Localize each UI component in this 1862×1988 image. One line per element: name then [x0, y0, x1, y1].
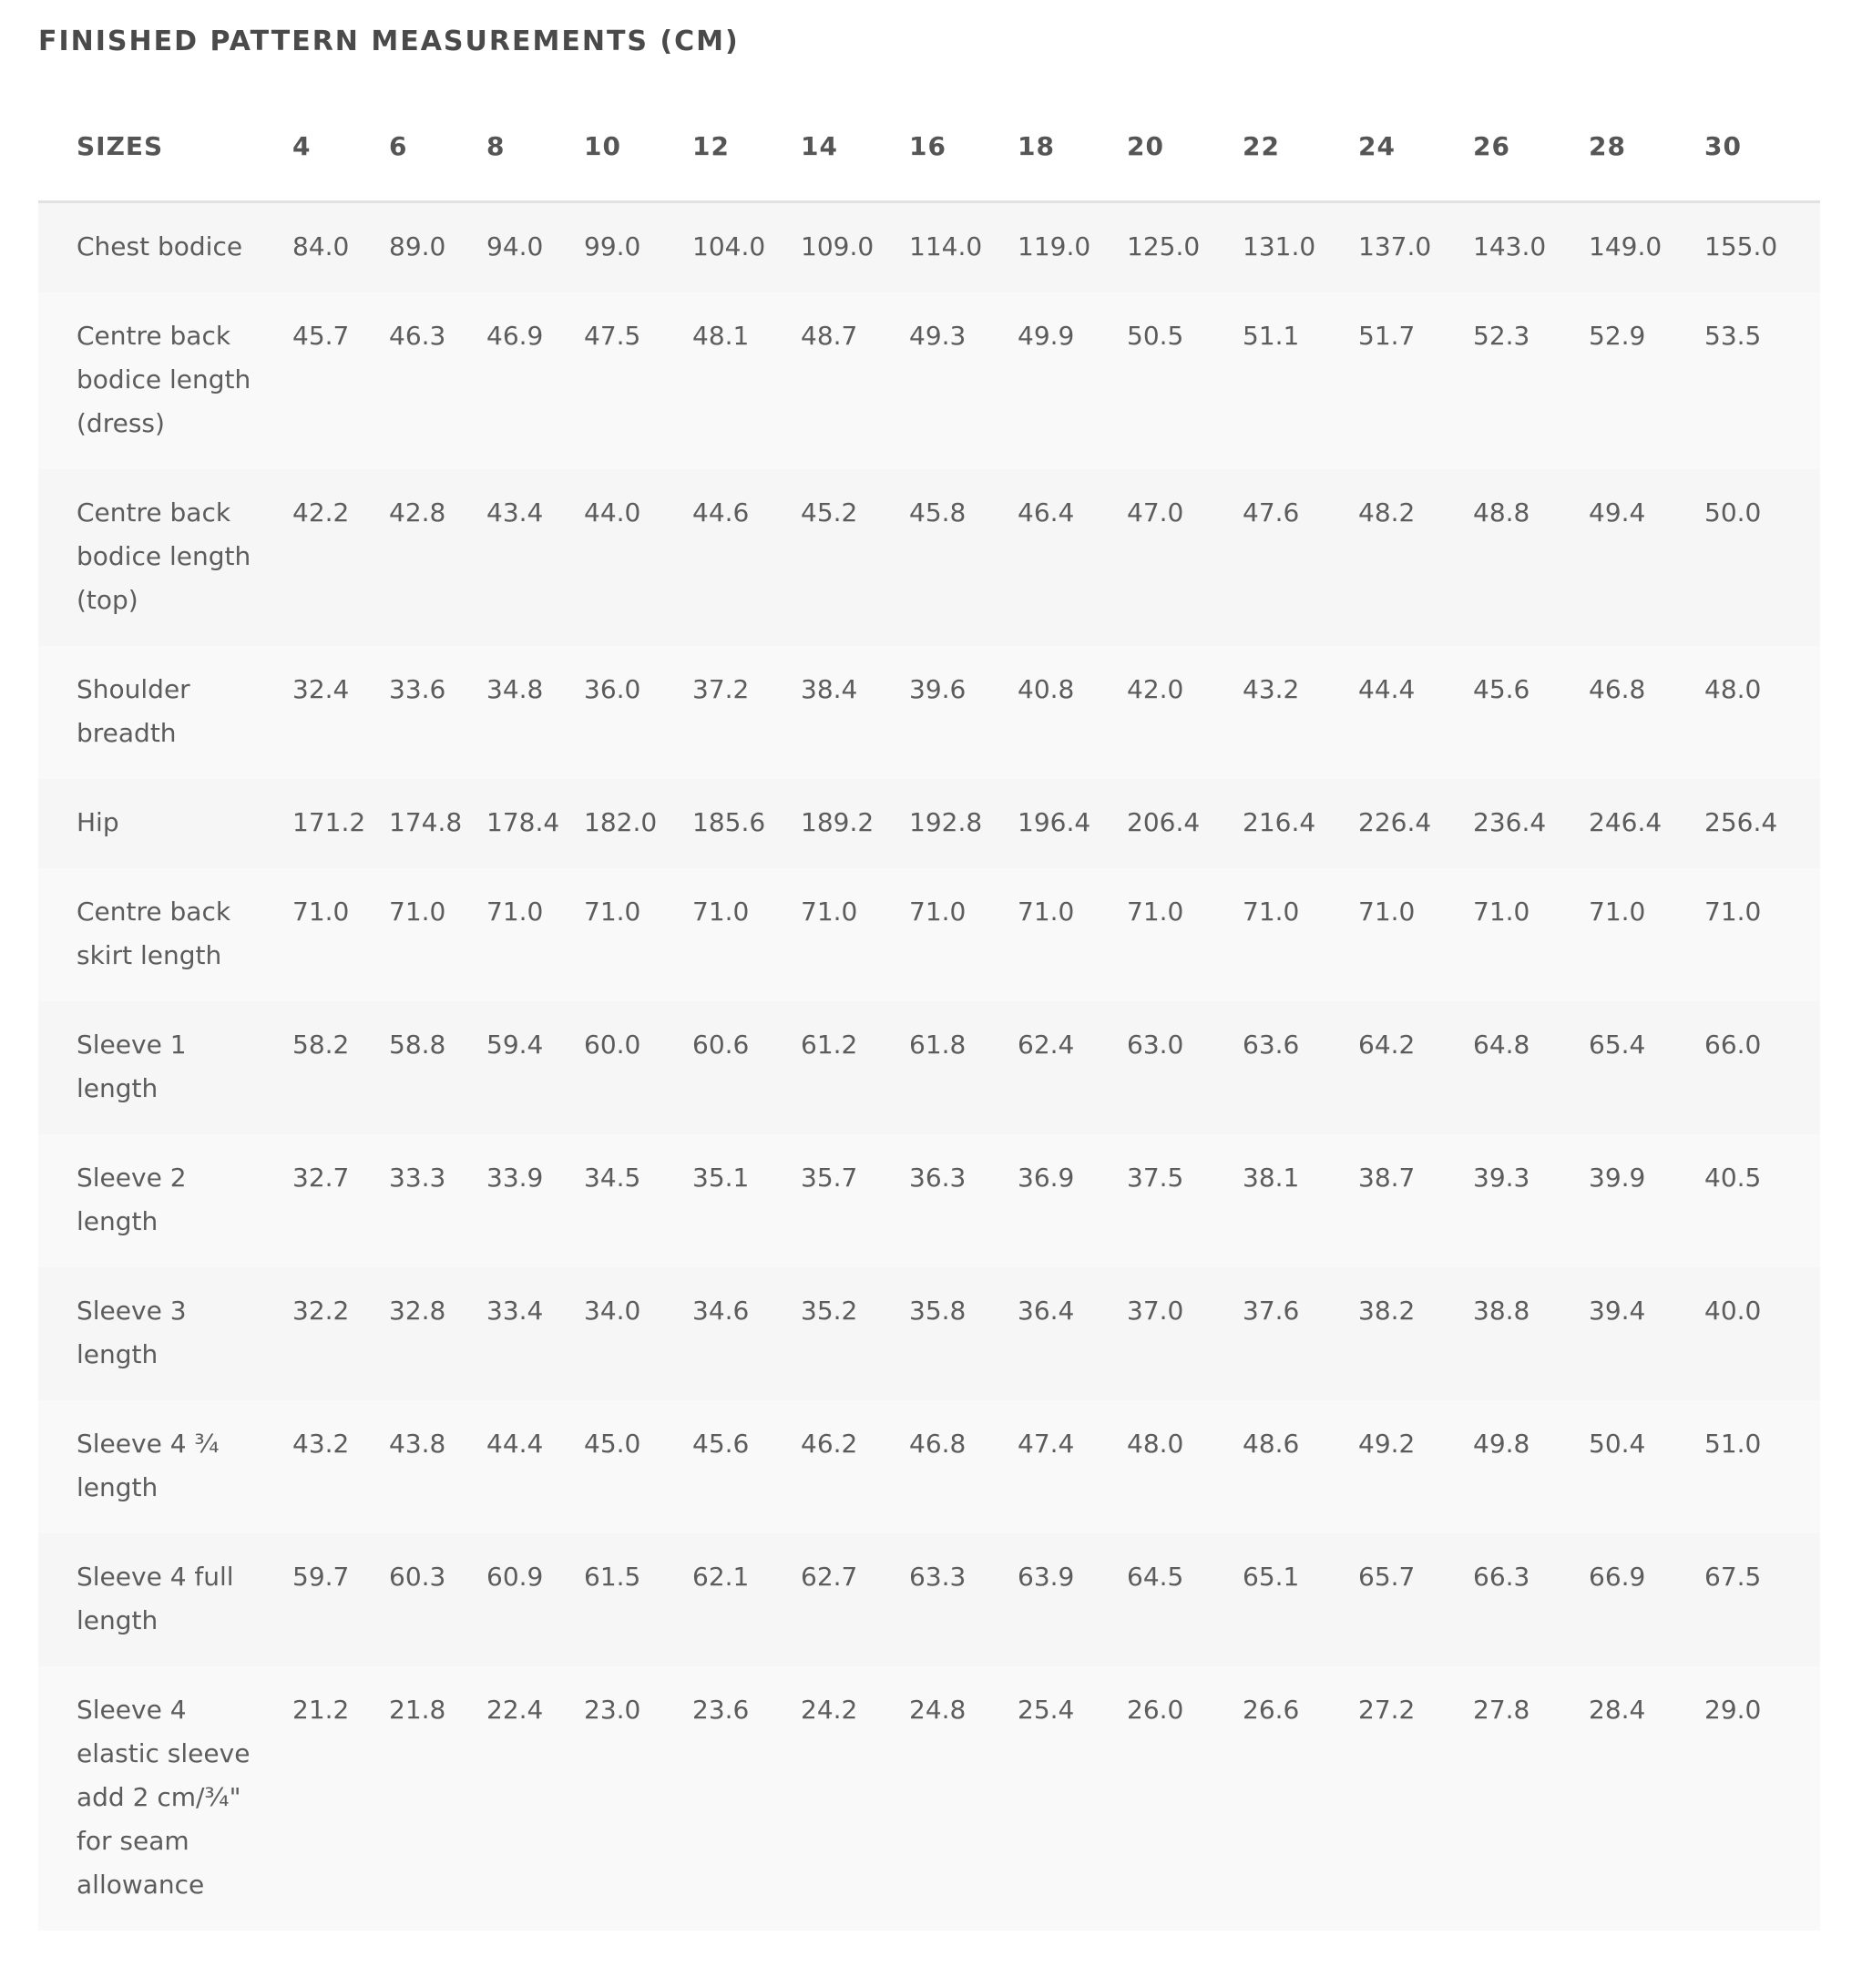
- table-row: [38, 779, 1820, 868]
- measurement-cell: 61.2: [801, 1030, 858, 1060]
- measurement-cell: 59.4: [486, 1030, 544, 1060]
- measurement-cell: 71.0: [1127, 897, 1184, 927]
- measurement-cell: 46.9: [486, 321, 544, 351]
- size-header-14: 14: [801, 91, 909, 202]
- measurement-cell: 52.9: [1589, 321, 1646, 351]
- measurement-cell: 44.4: [1358, 674, 1416, 704]
- measurement-cell: 34.0: [584, 1296, 641, 1326]
- measurement-cell: 66.3: [1473, 1562, 1530, 1592]
- measurement-cell: 38.1: [1243, 1163, 1300, 1193]
- measurement-cell: 63.6: [1243, 1030, 1300, 1060]
- measurement-cell: 104.0: [692, 231, 766, 261]
- measurement-cell: 71.0: [1018, 897, 1075, 927]
- measurement-cell: 52.3: [1473, 321, 1530, 351]
- measurement-cell: 65.4: [1589, 1030, 1646, 1060]
- measurement-cell: 60.6: [692, 1030, 750, 1060]
- measurement-cell: 189.2: [801, 807, 875, 837]
- table-body: [38, 202, 1820, 1932]
- measurement-cell: 38.8: [1473, 1296, 1530, 1326]
- measurement-cell: 35.8: [909, 1296, 967, 1326]
- measurement-cell: 28.4: [1589, 1695, 1646, 1725]
- measurement-cell: 35.7: [801, 1163, 858, 1193]
- measurement-cell: 40.0: [1704, 1296, 1762, 1326]
- measurement-cell: 67.5: [1704, 1562, 1762, 1592]
- measurement-cell: 27.8: [1473, 1695, 1530, 1725]
- measurement-cell: 62.4: [1018, 1030, 1075, 1060]
- sizes-header: SIZES: [38, 91, 292, 202]
- measurement-cell: 39.6: [909, 674, 967, 704]
- measurement-cell: 60.9: [486, 1562, 544, 1592]
- measurement-cell: 43.8: [389, 1429, 446, 1459]
- measurement-cell: 71.0: [909, 897, 967, 927]
- measurement-cell: 38.2: [1358, 1296, 1416, 1326]
- measurement-cell: 37.6: [1243, 1296, 1300, 1326]
- measurement-cell: 39.4: [1589, 1296, 1646, 1326]
- measurement-cell: 33.4: [486, 1296, 544, 1326]
- measurement-cell: 46.3: [389, 321, 446, 351]
- measurement-cell: 50.5: [1127, 321, 1184, 351]
- measurement-cell: 51.0: [1704, 1429, 1762, 1459]
- measurement-cell: 32.7: [292, 1163, 350, 1193]
- measurement-cell: 22.4: [486, 1695, 544, 1725]
- measurement-cell: 35.1: [692, 1163, 750, 1193]
- measurement-cell: 42.2: [292, 497, 350, 528]
- measurement-cell: 206.4: [1127, 807, 1201, 837]
- measurement-cell: 37.5: [1127, 1163, 1184, 1193]
- measurement-cell: 71.0: [692, 897, 750, 927]
- row-label: Centre back bodice length (dress): [77, 321, 251, 438]
- measurement-cell: 192.8: [909, 807, 983, 837]
- measurement-cell: 114.0: [909, 231, 983, 261]
- table-row: [38, 469, 1820, 646]
- row-label: Hip: [77, 807, 119, 837]
- measurement-cell: 49.3: [909, 321, 967, 351]
- measurement-cell: 27.2: [1358, 1695, 1416, 1725]
- measurement-cell: 49.8: [1473, 1429, 1530, 1459]
- measurement-cell: 36.0: [584, 674, 641, 704]
- measurement-cell: 36.3: [909, 1163, 967, 1193]
- measurement-cell: 48.1: [692, 321, 750, 351]
- measurement-cell: 51.1: [1243, 321, 1300, 351]
- measurement-cell: 38.7: [1358, 1163, 1416, 1193]
- size-header-20: 20: [1127, 91, 1243, 202]
- measurement-cell: 43.2: [292, 1429, 350, 1459]
- measurement-cell: 44.4: [486, 1429, 544, 1459]
- row-label: Sleeve 2 length: [77, 1163, 187, 1236]
- size-header-6: 6: [389, 91, 486, 202]
- page-title: FINISHED PATTERN MEASUREMENTS (CM): [38, 26, 740, 57]
- measurement-cell: 40.5: [1704, 1163, 1762, 1193]
- measurement-cell: 71.0: [389, 897, 446, 927]
- measurement-cell: 40.8: [1018, 674, 1075, 704]
- measurement-cell: 71.0: [1473, 897, 1530, 927]
- measurement-cell: 71.0: [486, 897, 544, 927]
- measurement-cell: 36.4: [1018, 1296, 1075, 1326]
- measurement-cell: 171.2: [292, 807, 366, 837]
- header-row: [38, 91, 1820, 202]
- measurement-cell: 49.2: [1358, 1429, 1416, 1459]
- measurement-cell: 42.0: [1127, 674, 1184, 704]
- measurement-cell: 43.2: [1243, 674, 1300, 704]
- measurement-cell: 47.5: [584, 321, 641, 351]
- measurement-cell: 71.0: [584, 897, 641, 927]
- measurement-cell: 84.0: [292, 231, 350, 261]
- size-header-4: 4: [292, 91, 389, 202]
- size-header-18: 18: [1018, 91, 1127, 202]
- measurement-cell: 33.3: [389, 1163, 446, 1193]
- measurement-cell: 48.7: [801, 321, 858, 351]
- row-label: Centre back skirt length: [77, 897, 231, 970]
- measurement-cell: 48.0: [1704, 674, 1762, 704]
- measurement-cell: 26.6: [1243, 1695, 1300, 1725]
- measurement-cell: 23.6: [692, 1695, 750, 1725]
- row-label: Sleeve 3 length: [77, 1296, 187, 1369]
- table-row: [38, 868, 1820, 1001]
- measurement-cell: 45.6: [692, 1429, 750, 1459]
- measurement-cell: 64.2: [1358, 1030, 1416, 1060]
- measurement-cell: 48.8: [1473, 497, 1530, 528]
- measurement-cell: 47.0: [1127, 497, 1184, 528]
- size-header-28: 28: [1589, 91, 1704, 202]
- measurement-cell: 43.4: [486, 497, 544, 528]
- measurement-cell: 46.4: [1018, 497, 1075, 528]
- measurement-cell: 33.9: [486, 1163, 544, 1193]
- size-header-16: 16: [909, 91, 1018, 202]
- measurement-cell: 71.0: [1704, 897, 1762, 927]
- measurement-cell: 48.2: [1358, 497, 1416, 528]
- measurement-cell: 61.8: [909, 1030, 967, 1060]
- measurement-cell: 216.4: [1243, 807, 1316, 837]
- measurement-cell: 143.0: [1473, 231, 1547, 261]
- measurement-cell: 236.4: [1473, 807, 1547, 837]
- measurement-cell: 64.8: [1473, 1030, 1530, 1060]
- size-header-24: 24: [1358, 91, 1473, 202]
- measurement-cell: 149.0: [1589, 231, 1662, 261]
- measurement-cell: 53.5: [1704, 321, 1762, 351]
- size-header-12: 12: [692, 91, 801, 202]
- table-row: [38, 1134, 1820, 1267]
- row-label: Sleeve 1 length: [77, 1030, 187, 1103]
- measurement-cell: 33.6: [389, 674, 446, 704]
- measurement-cell: 25.4: [1018, 1695, 1075, 1725]
- measurement-cell: 38.4: [801, 674, 858, 704]
- row-label: Sleeve 4 full length: [77, 1562, 234, 1635]
- measurement-cell: 51.7: [1358, 321, 1416, 351]
- measurement-cell: 21.2: [292, 1695, 350, 1725]
- measurement-cell: 37.2: [692, 674, 750, 704]
- measurement-cell: 47.6: [1243, 497, 1300, 528]
- measurement-cell: 45.0: [584, 1429, 641, 1459]
- measurement-cell: 185.6: [692, 807, 766, 837]
- table-row: [38, 1533, 1820, 1666]
- size-header-8: 8: [486, 91, 584, 202]
- size-header-26: 26: [1473, 91, 1589, 202]
- measurement-cell: 60.0: [584, 1030, 641, 1060]
- measurement-cell: 46.2: [801, 1429, 858, 1459]
- measurement-cell: 131.0: [1243, 231, 1316, 261]
- measurement-cell: 37.0: [1127, 1296, 1184, 1326]
- table-row: [38, 202, 1820, 293]
- measurement-cell: 59.7: [292, 1562, 350, 1592]
- measurement-cell: 39.9: [1589, 1163, 1646, 1193]
- measurement-cell: 34.5: [584, 1163, 641, 1193]
- measurement-cell: 71.0: [1589, 897, 1646, 927]
- measurement-cell: 58.8: [389, 1030, 446, 1060]
- measurement-cell: 94.0: [486, 231, 544, 261]
- row-label: Chest bodice: [77, 231, 243, 261]
- measurement-cell: 46.8: [1589, 674, 1646, 704]
- measurement-cell: 226.4: [1358, 807, 1432, 837]
- table-row: [38, 1666, 1820, 1931]
- measurement-cell: 48.0: [1127, 1429, 1184, 1459]
- size-header-22: 22: [1243, 91, 1358, 202]
- measurement-cell: 45.6: [1473, 674, 1530, 704]
- measurement-cell: 246.4: [1589, 807, 1662, 837]
- measurement-cell: 64.5: [1127, 1562, 1184, 1592]
- table-row: [38, 1400, 1820, 1533]
- measurement-cell: 44.0: [584, 497, 641, 528]
- measurement-cell: 109.0: [801, 231, 875, 261]
- measurement-cell: 45.7: [292, 321, 350, 351]
- measurement-cell: 32.2: [292, 1296, 350, 1326]
- measurement-cell: 137.0: [1358, 231, 1432, 261]
- row-label: Sleeve 4 ¾ length: [77, 1429, 220, 1502]
- measurement-cell: 29.0: [1704, 1695, 1762, 1725]
- measurement-cell: 61.5: [584, 1562, 641, 1592]
- measurement-cell: 23.0: [584, 1695, 641, 1725]
- size-header-10: 10: [584, 91, 692, 202]
- measurement-cell: 89.0: [389, 231, 446, 261]
- measurement-cell: 34.6: [692, 1296, 750, 1326]
- measurement-cell: 155.0: [1704, 231, 1778, 261]
- measurement-cell: 35.2: [801, 1296, 858, 1326]
- measurement-cell: 34.8: [486, 674, 544, 704]
- measurement-cell: 36.9: [1018, 1163, 1075, 1193]
- measurement-cell: 50.4: [1589, 1429, 1646, 1459]
- measurement-cell: 62.7: [801, 1562, 858, 1592]
- measurement-cell: 66.9: [1589, 1562, 1646, 1592]
- measurement-cell: 21.8: [389, 1695, 446, 1725]
- measurement-cell: 48.6: [1243, 1429, 1300, 1459]
- measurement-cell: 125.0: [1127, 231, 1201, 261]
- measurement-cell: 39.3: [1473, 1163, 1530, 1193]
- measurement-cell: 256.4: [1704, 807, 1778, 837]
- measurement-cell: 196.4: [1018, 807, 1091, 837]
- measurement-cell: 71.0: [1358, 897, 1416, 927]
- measurement-cell: 65.7: [1358, 1562, 1416, 1592]
- measurement-cell: 58.2: [292, 1030, 350, 1060]
- measurement-cell: 26.0: [1127, 1695, 1184, 1725]
- measurement-cell: 24.8: [909, 1695, 967, 1725]
- measurement-cell: 45.8: [909, 497, 967, 528]
- measurement-cell: 174.8: [389, 807, 463, 837]
- table-row: [38, 292, 1820, 469]
- measurement-cell: 63.0: [1127, 1030, 1184, 1060]
- row-label: Sleeve 4 elastic sleeve add 2 cm/¾" for seam allowance: [77, 1695, 251, 1900]
- measurement-cell: 178.4: [486, 807, 560, 837]
- table-row: [38, 1001, 1820, 1134]
- measurement-cell: 49.4: [1589, 497, 1646, 528]
- measurement-cell: 32.4: [292, 674, 350, 704]
- measurement-cell: 32.8: [389, 1296, 446, 1326]
- measurement-cell: 49.9: [1018, 321, 1075, 351]
- measurement-cell: 62.1: [692, 1562, 750, 1592]
- row-label: Centre back bodice length (top): [77, 497, 251, 615]
- measurement-cell: 71.0: [1243, 897, 1300, 927]
- measurement-cell: 182.0: [584, 807, 658, 837]
- measurement-cell: 65.1: [1243, 1562, 1300, 1592]
- measurement-cell: 119.0: [1018, 231, 1091, 261]
- measurement-cell: 45.2: [801, 497, 858, 528]
- measurement-cell: 63.9: [1018, 1562, 1075, 1592]
- measurement-cell: 46.8: [909, 1429, 967, 1459]
- measurements-table: [38, 91, 1820, 1931]
- measurement-cell: 63.3: [909, 1562, 967, 1592]
- measurement-cell: 42.8: [389, 497, 446, 528]
- row-label: Shoulder breadth: [77, 674, 190, 748]
- measurement-cell: 44.6: [692, 497, 750, 528]
- table-row: [38, 646, 1820, 779]
- size-header-30: 30: [1704, 91, 1820, 202]
- measurement-cell: 71.0: [801, 897, 858, 927]
- measurement-cell: 24.2: [801, 1695, 858, 1725]
- measurement-cell: 71.0: [292, 897, 350, 927]
- measurement-cell: 47.4: [1018, 1429, 1075, 1459]
- measurement-cell: 99.0: [584, 231, 641, 261]
- measurement-cell: 60.3: [389, 1562, 446, 1592]
- measurement-cell: 50.0: [1704, 497, 1762, 528]
- table-row: [38, 1267, 1820, 1400]
- measurement-cell: 66.0: [1704, 1030, 1762, 1060]
